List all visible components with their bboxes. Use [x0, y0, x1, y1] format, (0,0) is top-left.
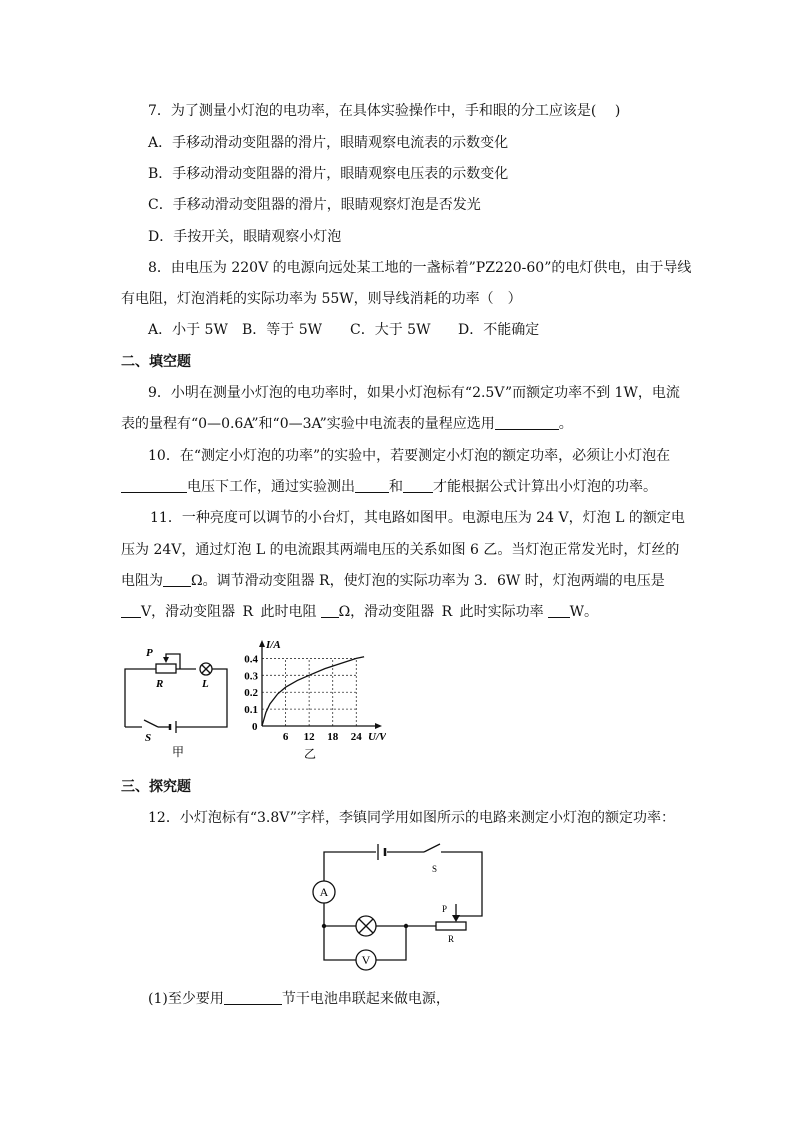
- q12-sub1-blank[interactable]: [224, 990, 282, 1005]
- rheostat-symbol: [156, 664, 176, 673]
- q7-option-c: C．手移动滑动变阻器的滑片，眼睛观察灯泡是否发光: [148, 197, 481, 213]
- circuit-figure-jia: [118, 644, 234, 760]
- q10-text-3: 才能根据公式计算出小灯泡的功率。: [433, 479, 657, 495]
- q12-stem: 12．小灯泡标有“3.8V”字样，李镇同学用如图所示的电路来测定小灯泡的额定功率：: [148, 810, 676, 826]
- x-tick-label: 12: [303, 731, 315, 743]
- x-tick-label: 24: [350, 731, 362, 743]
- q11-line-1: 11．一种亮度可以调节的小台灯，其电路如图甲。电源电压为 24 V，灯泡 L 的额定电: [150, 510, 685, 526]
- q11-blank-power[interactable]: [548, 603, 570, 618]
- junction-dot-right: [404, 924, 408, 928]
- x-tick-label: 18: [327, 731, 339, 743]
- q10-blank-3[interactable]: [403, 478, 433, 493]
- q8-option-a: A．小于 5W: [148, 322, 228, 338]
- slider-arrow: [163, 657, 169, 663]
- x-axis-arrow: [375, 723, 382, 729]
- q7-option-b: B．手移动滑动变阻器的滑片，眼睛观察电压表的示数变化: [148, 166, 509, 182]
- y-tick-label: 0.1: [244, 704, 258, 717]
- y-tick-label: 0.2: [244, 687, 258, 700]
- iu-graph: [236, 638, 386, 762]
- q11-text-4: Ω，滑动变阻器 R 此时实际功率: [338, 604, 544, 620]
- q10-blank-1[interactable]: [121, 478, 187, 493]
- label-s: S: [145, 732, 152, 744]
- junction-dot-left: [322, 924, 326, 928]
- wire-voltmeter-right: [376, 926, 406, 960]
- ammeter-label: A: [319, 885, 329, 899]
- caption-jia: 甲: [172, 745, 185, 759]
- slider-label: P: [442, 904, 448, 914]
- y-axis-label: I/A: [266, 639, 281, 651]
- y-tick-label: 0.3: [244, 670, 258, 683]
- q12-sub1-text-2: 节干电池串联起来做电源，: [281, 991, 450, 1007]
- q12-sub1: [148, 989, 450, 1009]
- q11-text-1: 电阻为: [121, 573, 163, 589]
- q9-end: 。: [558, 416, 573, 432]
- y-tick-label: 0.4: [244, 653, 258, 666]
- q11-text-5: W。: [569, 604, 599, 620]
- chart-axes: [259, 640, 382, 729]
- x-tick-label: 6: [282, 731, 289, 743]
- iu-curve: [262, 657, 364, 726]
- rheostat-symbol: [436, 922, 466, 930]
- q11-text-2: Ω。调节滑动变阻器 R，使灯泡的实际功率为 3．6W 时，灯泡两端的电压是: [191, 573, 665, 589]
- q10-text-2: 和: [389, 479, 403, 495]
- label-l: L: [202, 678, 209, 690]
- circuit-figure-q12: [300, 838, 500, 978]
- q10-line-1: 10．在“测定小灯泡的功率”的实验中，若要测定小灯泡的额定功率，必须让小灯泡在: [148, 448, 671, 464]
- section-title-fill-in: 二、填空题: [121, 354, 191, 370]
- q9-answer-blank[interactable]: [495, 415, 559, 430]
- wire-right: [441, 852, 482, 916]
- q11-blank-r[interactable]: [321, 603, 339, 618]
- switch-blade: [144, 720, 158, 727]
- x-axis-label: U/V: [368, 731, 386, 743]
- q7-option-a: A．手移动滑动变阻器的滑片，眼睛观察电流表的示数变化: [148, 135, 509, 151]
- q8-options: [148, 320, 539, 340]
- q9-line-2: [121, 414, 573, 434]
- q8-line-1: 8．由电压为 220V 的电源向远处某工地的一盏标着”PZ220-60”的电灯供电，由于导线: [148, 260, 692, 276]
- slider-arrow: [452, 915, 460, 922]
- q8-option-c: C．大于 5W: [350, 322, 431, 338]
- wire-left-down: [324, 903, 356, 960]
- q11-line-2: 压为 24V，通过灯泡 L 的电流跟其两端电压的关系如图 6 乙。当灯泡正常发光时，灯丝的: [121, 542, 680, 558]
- q11-text-3: V，滑动变阻器 R 此时电阻: [141, 604, 317, 620]
- switch-blade: [424, 844, 440, 852]
- voltmeter-label: V: [361, 953, 371, 967]
- q10-blank-2[interactable]: [355, 478, 389, 493]
- q8-line-2: 有电阻，灯泡消耗的实际功率为 55W，则导线消耗的功率（ ）: [121, 291, 522, 307]
- label-p: P: [146, 647, 153, 659]
- q10-text-1: 电压下工作，通过实验测出: [187, 479, 355, 495]
- origin-label: 0: [252, 721, 258, 733]
- q12-sub1-text-1: (1)至少要用: [148, 991, 224, 1007]
- slider-wire: [166, 654, 180, 669]
- label-r: R: [156, 678, 164, 690]
- q8-option-d: D．不能确定: [458, 322, 540, 338]
- wire-left: [125, 669, 156, 727]
- q9-text: 表的量程有“0—0.6A”和“0—3A”实验中电流表的量程应选用: [121, 416, 495, 432]
- q11-blank-resistance[interactable]: [163, 572, 191, 587]
- caption-yi: 乙: [304, 747, 317, 761]
- q11-blank-voltage[interactable]: [121, 603, 141, 618]
- chart-grid: [262, 658, 356, 726]
- q11-line-3: [121, 571, 665, 591]
- y-axis-arrow: [259, 640, 265, 647]
- section-title-inquiry: 三、探究题: [121, 779, 191, 795]
- switch-label: S: [432, 864, 438, 874]
- q11-line-4: [121, 602, 598, 622]
- rheostat-label: R: [448, 934, 455, 944]
- q10-line-2: [121, 477, 657, 497]
- q7-option-d: D．手按开关，眼睛观察小灯泡: [148, 229, 342, 245]
- wire-top-left: [324, 852, 376, 881]
- q9-line-1: 9．小明在测量小灯泡的电功率时，如果小灯泡标有“2.5V”而额定功率不到 1W，电流: [148, 385, 680, 401]
- q8-option-b: B．等于 5W: [242, 322, 323, 338]
- q7-stem: 7．为了测量小灯泡的电功率，在具体实验操作中，手和眼的分工应该是( ): [148, 103, 621, 119]
